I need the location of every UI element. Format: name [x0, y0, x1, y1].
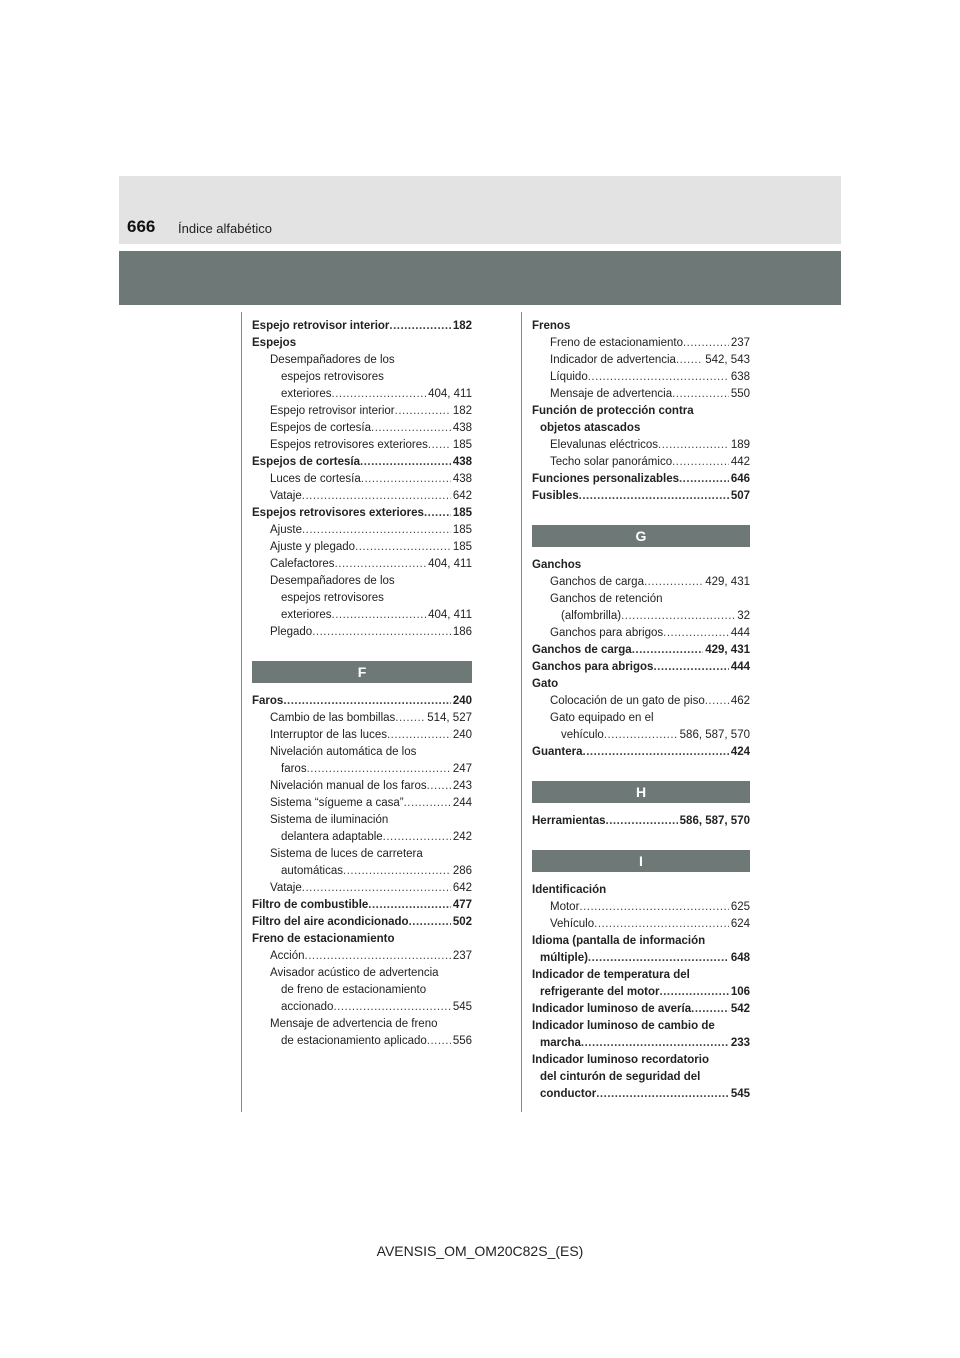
index-entry	[532, 574, 750, 591]
dot-leader	[676, 352, 703, 369]
index-entry	[532, 916, 750, 933]
index-entry	[532, 488, 750, 505]
index-term: Espejos de cortesía	[252, 456, 361, 468]
index-entry	[252, 352, 472, 369]
page-reference: 545	[730, 1088, 750, 1100]
index-term: Ganchos para abrigos	[550, 627, 664, 639]
index-term: Ganchos de carga	[550, 576, 644, 588]
dot-leader	[588, 369, 729, 386]
dot-leader	[428, 437, 451, 454]
page-reference: 642	[452, 490, 472, 502]
page-reference: 243	[452, 780, 472, 792]
page-reference: 442	[730, 456, 750, 468]
index-term: Frenos	[532, 320, 571, 332]
dot-leader	[663, 625, 729, 642]
dot-leader	[683, 335, 729, 352]
dot-leader	[312, 624, 451, 641]
page-number: 666	[127, 217, 156, 236]
index-entry	[532, 591, 750, 608]
dot-leader	[361, 471, 451, 488]
index-entry	[532, 659, 750, 676]
page-reference: 182	[452, 405, 472, 417]
index-term: Indicador luminoso de cambio de	[532, 1020, 715, 1032]
dot-leader	[355, 539, 451, 556]
index-term: accionado	[281, 1001, 334, 1013]
index-entry	[532, 369, 750, 386]
page-reference: 404, 411	[428, 609, 472, 621]
index-term: Colocación de un gato de piso	[550, 695, 705, 707]
dot-leader	[302, 522, 451, 539]
document-code: AVENSIS_OM_OM20C82S_(ES)	[376, 1243, 584, 1259]
header-bar	[119, 251, 841, 305]
dot-leader	[672, 454, 729, 471]
index-entry	[532, 608, 750, 625]
index-term: Techo solar panorámico	[550, 456, 673, 468]
page-reference: 502	[452, 916, 472, 928]
dot-leader	[302, 488, 451, 505]
page-reference: 586, 587, 570	[679, 815, 750, 827]
section-letter-f: F	[252, 661, 472, 683]
dot-leader	[691, 1001, 729, 1018]
index-column-right	[532, 318, 750, 1103]
index-term: Vehículo	[550, 918, 595, 930]
dot-leader	[705, 693, 729, 710]
index-term: Ganchos de retención	[550, 593, 663, 605]
index-entry	[532, 420, 750, 437]
index-term: Sistema de iluminación	[270, 814, 389, 826]
index-term: Luces de cortesía	[270, 473, 361, 485]
page-reference: 429, 431	[705, 576, 750, 588]
index-term: Desempañadores de los	[270, 575, 395, 587]
index-term: Ganchos de carga	[532, 644, 632, 656]
index-entry	[532, 693, 750, 710]
index-entry	[252, 318, 472, 335]
index-term: exteriores	[281, 609, 332, 621]
dot-leader	[653, 659, 728, 676]
index-entry	[532, 625, 750, 642]
index-term: Faros	[252, 695, 284, 707]
index-entry	[532, 1052, 750, 1069]
index-entry	[252, 880, 472, 897]
index-term: Gato equipado en el	[550, 712, 654, 724]
index-entry	[532, 710, 750, 727]
page-title: Índice alfabético	[178, 221, 272, 236]
page-reference: 182	[452, 320, 472, 332]
dot-leader	[606, 813, 678, 830]
index-term: faros	[281, 763, 307, 775]
index-entry	[252, 999, 472, 1016]
index-entry	[252, 897, 472, 914]
dot-leader	[621, 608, 735, 625]
index-entry	[532, 813, 750, 830]
page-reference: 429, 431	[705, 644, 750, 656]
index-entry	[252, 795, 472, 812]
page-reference: 438	[452, 473, 472, 485]
index-entry	[252, 369, 472, 386]
dot-leader	[395, 403, 451, 420]
page-reference: 550	[730, 388, 750, 400]
page-reference: 404, 411	[428, 558, 472, 570]
page-reference: 438	[452, 456, 472, 468]
index-term: conductor	[540, 1088, 597, 1100]
index-entry	[252, 744, 472, 761]
index-entry	[252, 335, 472, 352]
index-term: Espejo retrovisor interior	[252, 320, 390, 332]
page-reference: 32	[737, 610, 750, 622]
index-entry	[252, 488, 472, 505]
index-term: vehículo	[561, 729, 604, 741]
index-entry	[252, 437, 472, 454]
dot-leader	[579, 488, 729, 505]
index-term: Elevalunas eléctricos	[550, 439, 659, 451]
page-reference: 189	[730, 439, 750, 451]
dot-leader	[395, 710, 425, 727]
index-entry	[532, 318, 750, 335]
index-entry	[532, 1001, 750, 1018]
index-column-left	[252, 318, 472, 1050]
index-term: Indicador luminoso de avería	[532, 1003, 692, 1015]
index-term: refrigerante del motor	[540, 986, 660, 998]
page-reference: 507	[730, 490, 750, 502]
index-term: Filtro del aire acondicionado	[252, 916, 409, 928]
dot-leader	[387, 727, 451, 744]
dot-leader	[579, 899, 728, 916]
index-term: delantera adaptable	[281, 831, 383, 843]
index-entry	[252, 539, 472, 556]
index-entry	[532, 933, 750, 950]
index-entry	[252, 727, 472, 744]
index-term: exteriores	[281, 388, 332, 400]
page-reference: 244	[452, 797, 472, 809]
dot-leader	[332, 386, 427, 403]
page-reference: 237	[730, 337, 750, 349]
dot-leader	[343, 863, 451, 880]
index-term: múltiple)	[540, 952, 588, 964]
index-entry	[532, 557, 750, 574]
index-term: Acción	[270, 950, 305, 962]
index-term: de freno de estacionamiento	[281, 984, 427, 996]
page-reference: 233	[730, 1037, 750, 1049]
page-reference: 240	[452, 695, 472, 707]
dot-leader	[583, 744, 729, 761]
page-reference: 240	[452, 729, 472, 741]
page-reference: 186	[452, 626, 472, 638]
index-entry	[532, 899, 750, 916]
dot-leader	[283, 693, 450, 710]
page-reference: 247	[452, 763, 472, 775]
dot-leader	[632, 642, 704, 659]
page-reference: 638	[730, 371, 750, 383]
index-entry	[252, 778, 472, 795]
page-reference: 462	[730, 695, 750, 707]
dot-leader	[360, 454, 451, 471]
dot-leader	[596, 1086, 729, 1103]
dot-leader	[644, 574, 703, 591]
page-reference: 444	[730, 627, 750, 639]
index-entry	[532, 1035, 750, 1052]
page-reference: 624	[730, 918, 750, 930]
index-term: Calefactores	[270, 558, 335, 570]
index-entry	[252, 846, 472, 863]
index-term: Líquido	[550, 371, 588, 383]
index-entry	[532, 642, 750, 659]
index-term: Interruptor de las luces	[270, 729, 387, 741]
dot-leader	[368, 897, 451, 914]
page-reference: 242	[452, 831, 472, 843]
index-term: Mensaje de advertencia de freno	[270, 1018, 438, 1030]
page-reference: 185	[452, 439, 472, 451]
index-entry	[532, 1069, 750, 1086]
dot-leader	[305, 948, 451, 965]
index-entry	[252, 573, 472, 590]
index-term: Espejos	[252, 337, 297, 349]
index-term: Herramientas	[532, 815, 606, 827]
index-term: Identificación	[532, 884, 607, 896]
dot-leader	[302, 880, 451, 897]
page-reference: 542, 543	[705, 354, 750, 366]
index-entry	[532, 1018, 750, 1035]
index-term: Mensaje de advertencia	[550, 388, 673, 400]
index-term: Ganchos	[532, 559, 582, 571]
index-entry	[252, 607, 472, 624]
index-entry	[532, 744, 750, 761]
index-term: Funciones personalizables	[532, 473, 679, 485]
index-entry	[252, 556, 472, 573]
index-entry	[532, 984, 750, 1001]
page-reference: 286	[452, 865, 472, 877]
index-term: Ajuste	[270, 524, 302, 536]
index-term: espejos retrovisores	[281, 371, 384, 383]
page-reference: 625	[730, 901, 750, 913]
index-entry	[532, 967, 750, 984]
index-entry	[532, 882, 750, 899]
dot-leader	[604, 727, 678, 744]
page-reference: 514, 527	[427, 712, 472, 724]
page-reference: 106	[730, 986, 750, 998]
dot-leader	[427, 1033, 451, 1050]
index-term: Fusibles	[532, 490, 579, 502]
page-reference: 646	[730, 473, 750, 485]
page-reference: 545	[452, 1001, 472, 1013]
index-term: Indicador luminoso recordatorio	[532, 1054, 709, 1066]
dot-leader	[588, 950, 729, 967]
index-term: Ganchos para abrigos	[532, 661, 654, 673]
index-entry	[252, 982, 472, 999]
index-term: Cambio de las bombillas	[270, 712, 396, 724]
index-entry	[252, 1033, 472, 1050]
dot-leader	[672, 386, 729, 403]
index-entry	[252, 522, 472, 539]
page-reference: 185	[452, 541, 472, 553]
section-letter-g: G	[532, 525, 750, 547]
dot-leader	[307, 761, 451, 778]
index-term: Sistema de luces de carretera	[270, 848, 423, 860]
index-term: Indicador de temperatura del	[532, 969, 690, 981]
dot-leader	[333, 999, 450, 1016]
dot-leader	[594, 916, 729, 933]
index-term: Filtro de combustible	[252, 899, 369, 911]
index-entry	[532, 454, 750, 471]
index-term: Espejos retrovisores exteriores	[270, 439, 428, 451]
index-entry	[252, 471, 472, 488]
page-reference: 648	[730, 952, 750, 964]
index-term: Desempañadores de los	[270, 354, 395, 366]
page-reference: 424	[730, 746, 750, 758]
dot-leader	[658, 437, 729, 454]
index-entry	[252, 965, 472, 982]
dot-leader	[409, 914, 451, 931]
index-term: marcha	[540, 1037, 581, 1049]
dot-leader	[335, 556, 427, 573]
index-term: Guantera	[532, 746, 583, 758]
page-reference: 642	[452, 882, 472, 894]
index-term: automáticas	[281, 865, 344, 877]
index-term: Avisador acústico de advertencia	[270, 967, 439, 979]
index-entry	[252, 420, 472, 437]
index-entry	[252, 624, 472, 641]
index-entry	[252, 386, 472, 403]
page-reference: 477	[452, 899, 472, 911]
index-entry	[532, 403, 750, 420]
index-term: (alfombrilla)	[561, 610, 622, 622]
index-term: Nivelación manual de los faros	[270, 780, 427, 792]
index-term: Plegado	[270, 626, 313, 638]
dot-leader	[581, 1035, 729, 1052]
index-term: de estacionamiento aplicado	[281, 1035, 427, 1047]
section-letter-i: I	[532, 850, 750, 872]
page-reference: 404, 411	[428, 388, 472, 400]
index-term: Ajuste y plegado	[270, 541, 356, 553]
index-entry	[252, 761, 472, 778]
index-entry	[532, 352, 750, 369]
dot-leader	[424, 505, 451, 522]
index-entry	[252, 454, 472, 471]
index-entry	[252, 812, 472, 829]
section-letter-h: H	[532, 781, 750, 803]
dot-leader	[679, 471, 729, 488]
index-term: Freno de estacionamiento	[550, 337, 683, 349]
index-entry	[252, 403, 472, 420]
dot-leader	[332, 607, 427, 624]
index-term: Indicador de advertencia	[550, 354, 676, 366]
index-term: Espejo retrovisor interior	[270, 405, 395, 417]
right-column-rule	[521, 312, 522, 1112]
page-reference: 586, 587, 570	[679, 729, 750, 741]
index-entry	[252, 829, 472, 846]
index-entry	[532, 437, 750, 454]
index-term: Función de protección contra	[532, 405, 694, 417]
page-reference: 438	[452, 422, 472, 434]
index-entry	[252, 948, 472, 965]
dot-leader	[389, 318, 450, 335]
index-entry	[252, 693, 472, 710]
index-term: Idioma (pantalla de información	[532, 935, 706, 947]
index-entry	[252, 931, 472, 948]
index-entry	[252, 710, 472, 727]
index-term: Nivelación automática de los	[270, 746, 417, 758]
index-term: Vataje	[270, 490, 302, 502]
dot-leader	[660, 984, 729, 1001]
index-entry	[252, 505, 472, 522]
index-term: del cinturón de seguridad del	[540, 1071, 701, 1083]
dot-leader	[383, 829, 451, 846]
index-entry	[532, 727, 750, 744]
index-entry	[252, 1016, 472, 1033]
index-entry	[252, 914, 472, 931]
page-reference: 556	[452, 1035, 472, 1047]
index-term: Motor	[550, 901, 580, 913]
page-reference: 237	[452, 950, 472, 962]
index-term: Gato	[532, 678, 559, 690]
dot-leader	[404, 795, 451, 812]
index-term: Espejos retrovisores exteriores	[252, 507, 424, 519]
index-term: espejos retrovisores	[281, 592, 384, 604]
index-entry	[532, 471, 750, 488]
page-reference: 542	[730, 1003, 750, 1015]
index-term: objetos atascados	[540, 422, 641, 434]
index-entry	[532, 950, 750, 967]
page-reference: 444	[730, 661, 750, 673]
index-term: Sistema “sígueme a casa”	[270, 797, 404, 809]
index-term: Espejos de cortesía	[270, 422, 372, 434]
index-entry	[532, 335, 750, 352]
dot-leader	[371, 420, 451, 437]
index-entry	[532, 1086, 750, 1103]
left-column-rule	[241, 312, 242, 1112]
index-entry	[252, 590, 472, 607]
index-term: Vataje	[270, 882, 302, 894]
page-reference: 185	[452, 524, 472, 536]
index-entry	[532, 386, 750, 403]
index-term: Freno de estacionamiento	[252, 933, 395, 945]
dot-leader	[427, 778, 451, 795]
index-entry	[252, 863, 472, 880]
page-reference: 185	[452, 507, 472, 519]
index-entry	[532, 676, 750, 693]
